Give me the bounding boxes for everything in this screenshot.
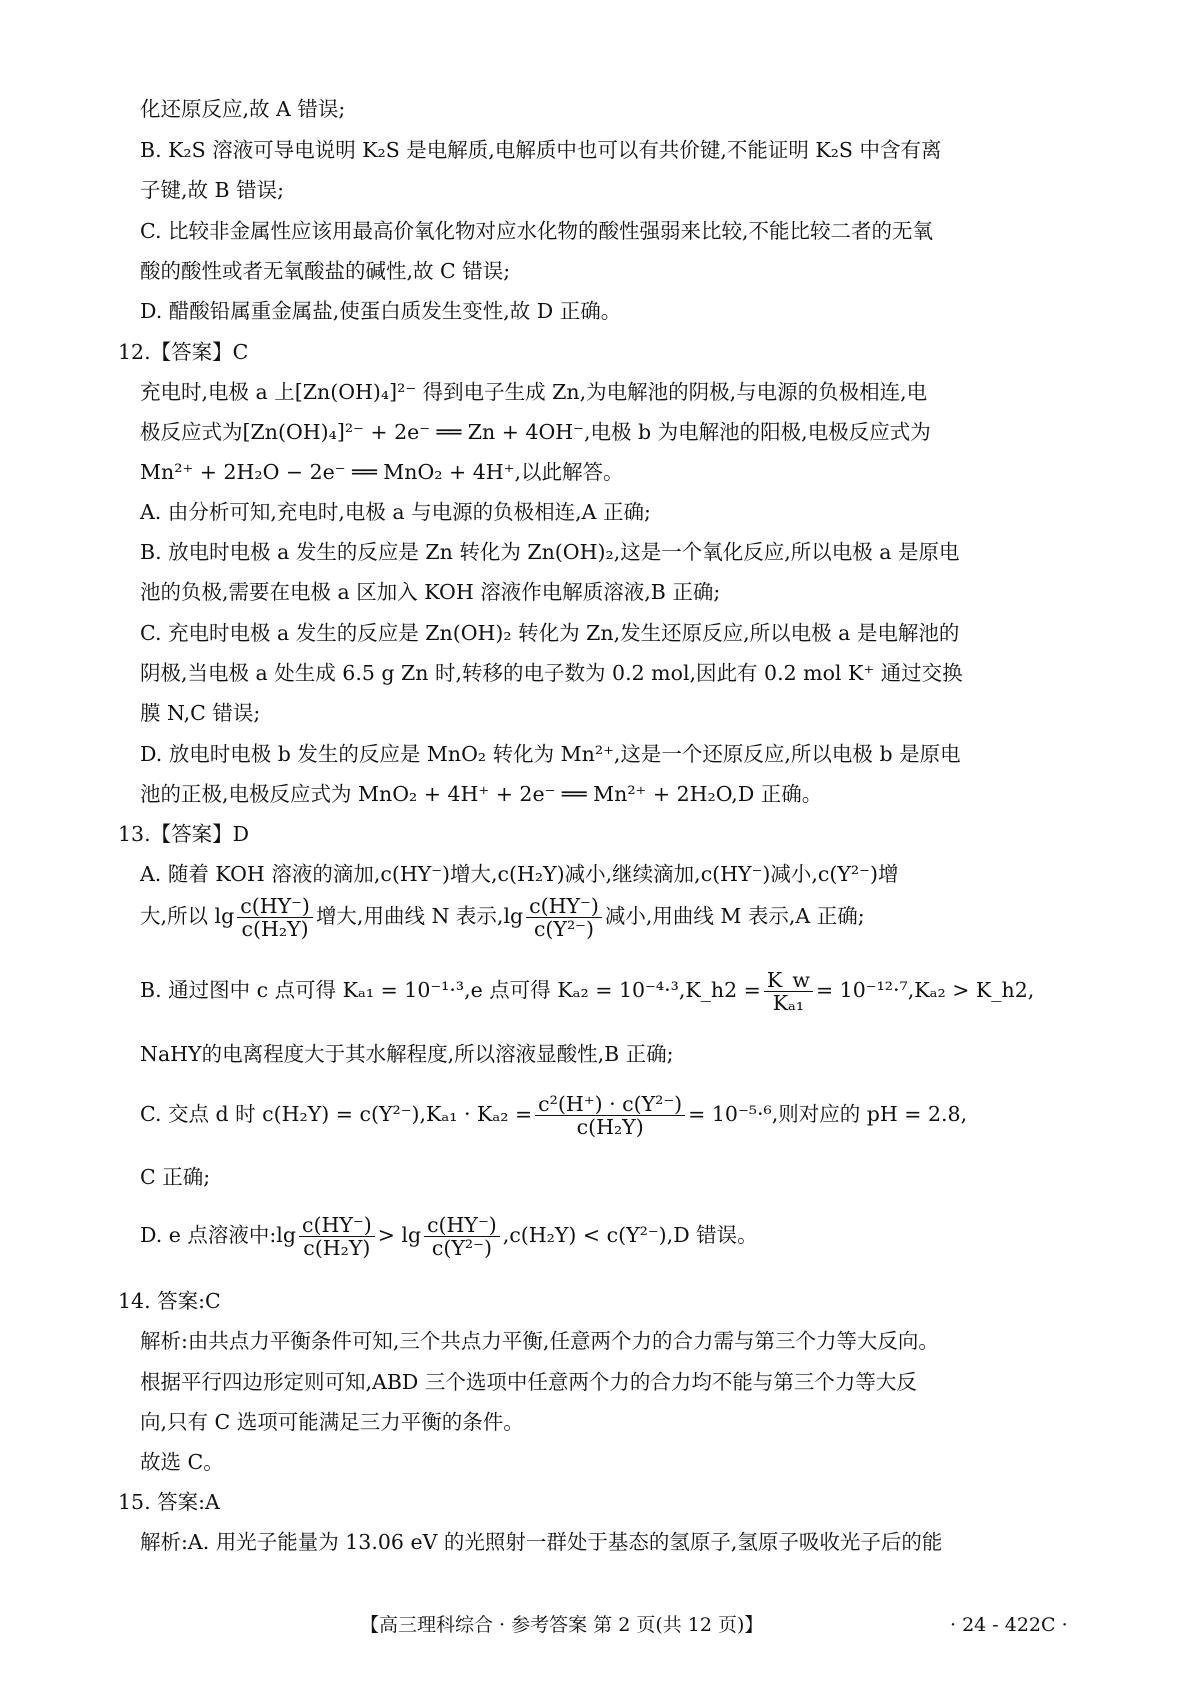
page-code: · 24 - 422C ·	[950, 1614, 1068, 1636]
text-span: D. e 点溶液中:lg	[140, 1223, 296, 1247]
text-line: 化还原反应,故 A 错误;	[140, 97, 346, 121]
fraction	[424, 1214, 500, 1259]
fraction-denominator: c(H₂Y)	[576, 1115, 644, 1139]
text-line: 池的负极,需要在电极 a 区加入 KOH 溶液作电解质溶液,B 正确;	[140, 580, 721, 604]
text-line: 故选 C。	[140, 1450, 224, 1474]
text-line-with-fractions	[140, 892, 865, 940]
text-line: 充电时,电极 a 上[Zn(OH)₄]²⁻ 得到电子生成 Zn,为电解池的阴极,与电源的负极相连,电	[140, 380, 928, 404]
text-span: = 10⁻⁵·⁶,则对应的 pH = 2.8,	[688, 1102, 968, 1126]
text-line: C. 比较非金属性应该用最高价氧化物对应水化物的酸性强弱来比较,不能比较二者的无氧	[140, 219, 934, 243]
text-line-with-fractions	[140, 1211, 758, 1259]
text-line: 子键,故 B 错误;	[140, 178, 285, 202]
text-line: B. 放电时电极 a 发生的反应是 Zn 转化为 Zn(OH)₂,这是一个氧化反应,所以电极 a 是原电	[140, 540, 960, 564]
answer-heading: 13.【答案】D	[118, 822, 250, 846]
text-line: B. K₂S 溶液可导电说明 K₂S 是电解质,电解质中也可以有共价键,不能证明 K₂S 中含有离	[140, 138, 942, 162]
text-span: B. 通过图中 c 点可得 Kₐ₁ = 10⁻¹·³,e 点可得 Kₐ₂ = 10⁻⁴·³,K_h2 =	[140, 978, 761, 1002]
text-line: 向,只有 C 选项可能满足三力平衡的条件。	[140, 1410, 524, 1434]
text-line: 解析:A. 用光子能量为 13.06 eV 的光照射一群处于基态的氢原子,氢原子吸收光子后的能	[140, 1530, 943, 1554]
text-line: Mn²⁺ + 2H₂O − 2e⁻ ══ MnO₂ + 4H⁺,以此解答。	[140, 460, 624, 484]
text-line: D. 放电时电极 b 发生的反应是 MnO₂ 转化为 Mn²⁺,这是一个还原反应,所以电极 b 是原电	[140, 742, 961, 766]
text-span: C. 交点 d 时 c(H₂Y) = c(Y²⁻),Kₐ₁ · Kₐ₂ =	[140, 1102, 533, 1126]
text-span: 大,所以 lg	[140, 904, 235, 928]
text-span: ,c(H₂Y) < c(Y²⁻),D 错误。	[502, 1223, 758, 1247]
text-line: 阴极,当电极 a 处生成 6.5 g Zn 时,转移的电子数为 0.2 mol,因此有 0.2 mol K⁺ 通过交换	[140, 661, 963, 685]
fraction	[535, 1093, 685, 1138]
fraction-numerator: c(HY⁻)	[424, 1214, 500, 1237]
page-footer-label: 【高三理科综合 · 参考答案 第 2 页(共 12 页)】	[360, 1614, 764, 1636]
text-line: 解析:由共点力平衡条件可知,三个共点力平衡,任意两个力的合力需与第三个力等大反向。	[140, 1329, 939, 1353]
fraction-numerator: c(HY⁻)	[237, 895, 313, 918]
text-line: C 正确;	[140, 1165, 211, 1189]
fraction-numerator: c(HY⁻)	[526, 895, 602, 918]
text-line: C. 充电时电极 a 发生的反应是 Zn(OH)₂ 转化为 Zn,发生还原反应,所以电极 a 是电解池的	[140, 621, 960, 645]
text-line: A. 由分析可知,充电时,电极 a 与电源的负极相连,A 正确;	[140, 500, 651, 524]
text-line-with-fractions	[140, 1090, 967, 1138]
answer-heading: 12.【答案】C	[118, 340, 249, 364]
fraction-denominator: c(H₂Y)	[303, 1236, 371, 1260]
fraction-numerator: K_w	[764, 969, 813, 992]
fraction-numerator: c(HY⁻)	[299, 1214, 375, 1237]
text-span: 减小,用曲线 M 表示,A 正确;	[604, 904, 865, 928]
text-line: NaHY的电离程度大于其水解程度,所以溶液显酸性,B 正确;	[140, 1042, 674, 1066]
fraction	[237, 895, 313, 940]
fraction-denominator: c(Y²⁻)	[431, 1236, 492, 1260]
text-span: = 10⁻¹²·⁷,Kₐ₂ > K_h2,	[815, 978, 1035, 1002]
text-line: 根据平行四边形定则可知,ABD 三个选项中任意两个力的合力均不能与第三个力等大反	[140, 1370, 917, 1394]
text-span: > lg	[377, 1223, 422, 1247]
text-line: A. 随着 KOH 溶液的滴加,c(HY⁻)增大,c(H₂Y)减小,继续滴加,c(HY⁻)减小,c(Y²⁻)增	[140, 862, 899, 886]
fraction-denominator: c(H₂Y)	[241, 917, 309, 941]
text-line: 酸的酸性或者无氧酸盐的碱性,故 C 错误;	[140, 259, 511, 283]
fraction	[299, 1214, 375, 1259]
fraction-denominator: Kₐ₁	[772, 991, 805, 1015]
answer-heading: 14. 答案:C	[118, 1289, 221, 1313]
fraction-denominator: c(Y²⁻)	[533, 917, 595, 941]
text-line-with-fractions	[140, 966, 1034, 1014]
text-line: 池的正极,电极反应式为 MnO₂ + 4H⁺ + 2e⁻ ══ Mn²⁺ + 2H₂O,D 正确。	[140, 782, 823, 806]
fraction	[764, 969, 813, 1014]
answer-heading: 15. 答案:A	[118, 1490, 220, 1514]
fraction	[526, 895, 602, 940]
fraction-numerator: c²(H⁺) · c(Y²⁻)	[535, 1093, 685, 1116]
text-line: 膜 N,C 错误;	[140, 701, 261, 725]
text-span: 增大,用曲线 N 表示,lg	[315, 904, 524, 928]
text-line: D. 醋酸铅属重金属盐,使蛋白质发生变性,故 D 正确。	[140, 299, 622, 323]
text-line: 极反应式为[Zn(OH)₄]²⁻ + 2e⁻ ══ Zn + 4OH⁻,电极 b 为电解池的阳极,电极反应式为	[140, 420, 931, 444]
